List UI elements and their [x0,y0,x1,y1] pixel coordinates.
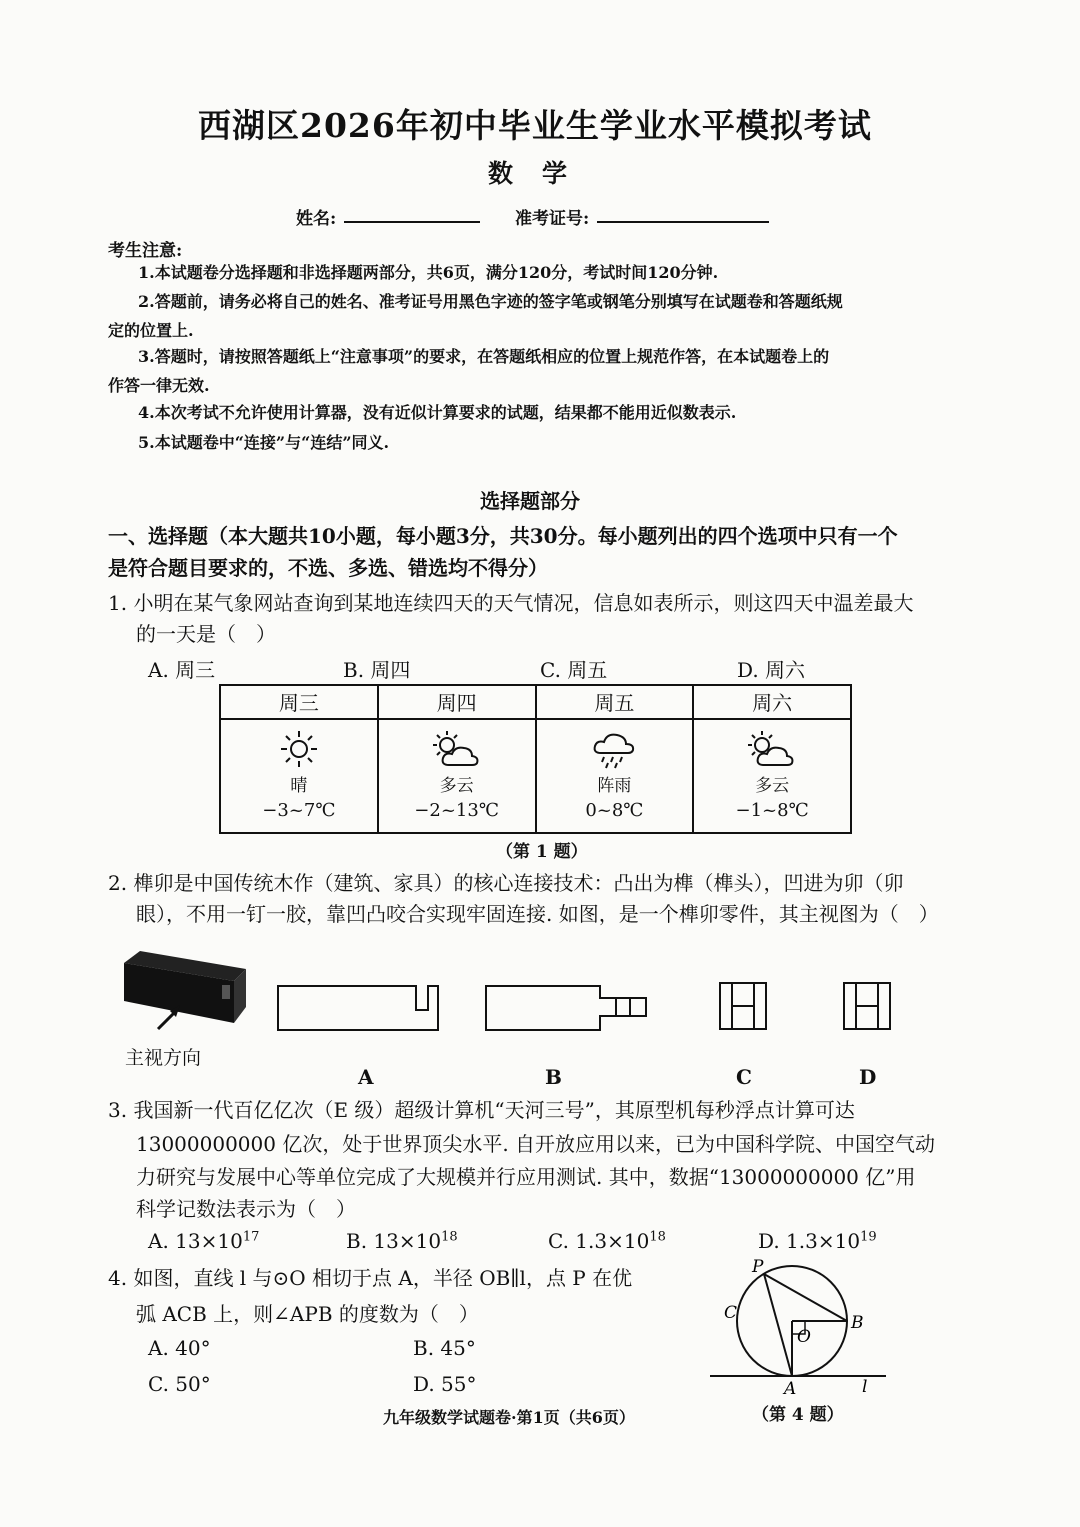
q3-stem-line4: 科学记数法表示为（ ） [136,1197,356,1221]
temp-range-2: −2~13℃ [414,800,499,821]
q3-option-a-exp: 17 [242,1229,260,1245]
exam-title: 西湖区2026年初中毕业生学业水平模拟考试 [198,106,872,145]
q4-option-a[interactable]: A. 40° [148,1336,211,1360]
notice-item-1: 1.本试题卷分选择题和非选择题两部分，共6页，满分120分，考试时间120分钟. [138,263,719,282]
weather-text-3: 阵雨 [597,776,632,796]
name-label: 姓名: [296,209,337,229]
q3-option-c-exp: 18 [649,1229,666,1245]
q3-stem-line1: 3. 我国新一代百亿亿次（E 级）超级计算机“天河三号”，其原型机每秒浮点计算可达 [108,1098,855,1122]
q2-option-b-figure[interactable] [484,984,650,1032]
id-label: 准考证号: [515,209,590,229]
weather-text-1: 晴 [290,776,308,796]
sun-icon [277,729,321,769]
weather-cell-1 [220,719,378,833]
point-p-label: P [752,1258,764,1277]
q4-option-d[interactable]: D. 55° [413,1372,477,1396]
rain-cloud-icon [589,729,639,769]
notice-item-3-cont: 作答一律无效. [108,376,210,395]
temp-range-1: −3~7℃ [262,800,336,821]
q4-caption: （第 4 题） [752,1405,844,1425]
q2-option-a-figure[interactable] [276,984,440,1032]
weather-table [219,684,852,834]
q3-option-c[interactable] [548,1229,666,1253]
mortise-part-figure [110,945,260,1035]
section-heading-line1: 一、选择题（本大题共10小题，每小题3分，共30分。每小题列出的四个选项中只有一个 [108,524,898,548]
q3-option-b[interactable] [346,1229,458,1253]
point-a-label: A [784,1379,797,1398]
q3-option-a[interactable] [148,1229,259,1253]
weather-day-1: 周三 [220,685,378,719]
point-c-label: C [724,1303,738,1323]
q2-option-c-label[interactable]: C [736,1065,752,1089]
q2-option-c-figure[interactable] [718,981,768,1031]
weather-cell-3 [536,719,694,833]
temp-range-3: 0~8℃ [585,800,644,821]
q2-option-b-label[interactable]: B [545,1065,562,1089]
q4-stem-line2: 弧 ACB 上，则∠APB 的度数为（ ） [136,1302,479,1326]
page-footer: 九年级数学试题卷·第1页（共6页） [383,1408,635,1427]
q1-option-d[interactable]: D. 周六 [737,658,806,682]
q3-stem-line2: 13000000000 亿次，处于世界顶尖水平. 自开放应用以来，已为中国科学院、中国空气动 [136,1132,936,1156]
q3-option-a-base: A. 13×10 [148,1229,243,1253]
weather-text-4: 多云 [755,776,790,796]
notice-item-5: 5.本试题卷中“连接”与“连结”同义. [138,433,390,452]
q3-option-b-exp: 18 [441,1229,458,1245]
weather-day-3: 周五 [536,685,694,719]
notice-item-3: 3.答题时，请按照答题纸上“注意事项”的要求，在答题纸相应的位置上规范作答，在本试题卷上的 [138,347,830,366]
point-b-label: B [851,1313,864,1333]
notice-item-4: 4.本次考试不允许使用计算器，没有近似计算要求的试题，结果都不能用近似数表示. [138,403,737,422]
q2-option-d-label[interactable]: D [859,1065,877,1089]
weather-day-4: 周六 [693,685,851,719]
q3-option-d-base: D. 1.3×10 [758,1229,861,1253]
q1-caption: （第 1 题） [496,842,588,862]
notice-heading: 考生注意: [108,241,183,261]
center-o-label: O [797,1327,811,1347]
notice-item-2-cont: 定的位置上. [108,321,194,340]
q4-option-b[interactable]: B. 45° [413,1336,476,1360]
q1-stem-line1: 1. 小明在某气象网站查询到某地连续四天的天气情况，信息如表所示，则这四天中温差最大 [108,591,914,615]
q1-stem-line2: 的一天是（ ） [136,622,276,646]
partly-cloudy-icon [427,729,487,769]
notice-item-2: 2.答题前，请务必将自己的姓名、准考证号用黑色字迹的签字笔或钢笔分别填写在试题卷和答题纸规 [138,292,843,311]
id-blank[interactable] [597,221,769,223]
q3-option-c-base: C. 1.3×10 [548,1229,650,1253]
q4-option-c[interactable]: C. 50° [148,1372,211,1396]
weather-cell-4 [693,719,851,833]
line-l-label: l [862,1377,868,1397]
view-direction-label: 主视方向 [125,1047,202,1069]
q2-option-d-figure[interactable] [842,981,892,1031]
q1-option-b[interactable]: B. 周四 [343,658,411,682]
circle-tangent-figure [706,1258,890,1398]
q3-option-b-base: B. 13×10 [346,1229,442,1253]
weather-day-2: 周四 [378,685,536,719]
section-heading-line2: 是符合题目要求的，不选、多选、错选均不得分） [108,556,548,580]
partly-cloudy-icon [742,729,802,769]
q3-stem-line3: 力研究与发展中心等单位完成了大规模并行应用测试. 其中，数据“13000000000 亿”用 [136,1165,916,1189]
section-title: 选择题部分 [480,489,580,513]
q3-option-d[interactable] [758,1229,877,1253]
q1-option-c[interactable]: C. 周五 [540,658,608,682]
q2-option-a-label[interactable]: A [358,1065,374,1089]
temp-range-4: −1~8℃ [735,800,809,821]
name-blank[interactable] [344,221,480,223]
q2-stem-line2: 眼），不用一钉一胶，靠凹凸咬合实现牢固连接. 如图，是一个榫卯零件，其主视图为（ ） [136,902,939,926]
q1-option-a[interactable]: A. 周三 [148,658,216,682]
weather-cell-2 [378,719,536,833]
q2-stem-line1: 2. 榫卯是中国传统木作（建筑、家具）的核心连接技术：凸出为榫（榫头），凹进为卯（卯 [108,871,904,895]
q3-option-d-exp: 19 [860,1229,877,1245]
weather-text-2: 多云 [439,776,474,796]
q4-stem-line1: 4. 如图，直线 l 与⊙O 相切于点 A，半径 OB∥l，点 P 在优 [108,1266,633,1290]
subject-title: 数 学 [488,159,570,188]
